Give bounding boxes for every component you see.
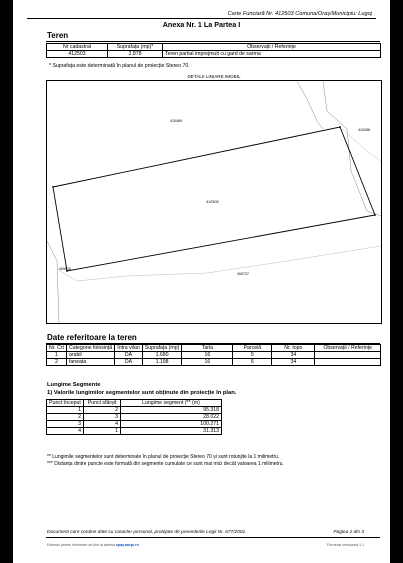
- parcel-vertex-marker: [339, 126, 341, 128]
- teren-table: [46, 43, 381, 58]
- neighbour-boundary-line: [47, 241, 59, 323]
- cell-punct-inceput: 2: [47, 414, 84, 421]
- cell-suprafata: 1.198: [142, 359, 182, 366]
- map-label-north: 410469: [170, 119, 182, 123]
- header-rule: [27, 18, 376, 19]
- col-lungime: Lungime segment (** (m): [121, 400, 222, 407]
- segments-note-2: *** Distanța dintre puncte este formată din segmente cumulate ce sunt mai mici decât valoarea 1 milimetru.: [47, 461, 284, 467]
- cell-nr-topo: 34: [272, 352, 315, 359]
- cell-punct-sfarsit: 2: [84, 407, 121, 414]
- cell-observatii: [315, 352, 381, 359]
- parcel-vertex-marker: [52, 186, 54, 188]
- cell-nr-crt: 1: [47, 352, 67, 359]
- cell-punct-sfarsit: 3: [84, 414, 121, 421]
- col-suprafata: Suprafața (mp)*: [108, 44, 163, 51]
- table-row: [47, 428, 222, 435]
- footer-info: [47, 543, 139, 547]
- table-row: [47, 51, 381, 58]
- cell-suprafata: 1.680: [142, 352, 182, 359]
- footer-info-link[interactable]: epay.ancpi.ro: [115, 543, 139, 547]
- neighbour-boundary-line: [323, 81, 381, 216]
- cell-nr-cadastral: 412503: [47, 51, 108, 58]
- cell-punct-sfarsit: 1: [84, 428, 121, 435]
- parcel-map: [46, 74, 382, 324]
- segments-table: [46, 399, 222, 435]
- cell-categorie: faneata: [66, 359, 114, 366]
- segments-title: Lungime Segmente: [47, 382, 101, 388]
- cell-intravilan: DA: [115, 359, 143, 366]
- cell-categorie: arabil: [66, 352, 114, 359]
- neighbour-boundary-line: [57, 246, 381, 281]
- footer-info-prefix: Extrasul pentru informare on-line la adresa: [47, 543, 115, 547]
- col-observatii: Observații / Referințe: [163, 44, 381, 51]
- col-intravilan: Intra vilan: [115, 345, 143, 352]
- cell-tarla: 16: [182, 352, 233, 359]
- col-suprafata: Suprafața (mp): [142, 345, 182, 352]
- footer-rule: [46, 537, 380, 538]
- parcel-map-drawing: [47, 81, 381, 323]
- table-row: [47, 414, 222, 421]
- cell-lungime: 31.313: [121, 428, 222, 435]
- map-label-bottom: 400737: [237, 272, 249, 276]
- table-row: [47, 421, 222, 428]
- table-header-row: [47, 345, 381, 352]
- neighbour-boundary-line: [342, 129, 381, 161]
- table-header-row: [47, 44, 381, 51]
- parcel-vertex-marker: [374, 214, 376, 216]
- col-categorie: Categorie folosință: [66, 345, 114, 352]
- cell-lungime: 28.022: [121, 414, 222, 421]
- col-nr-topo: Nr. topo: [272, 345, 315, 352]
- map-label-parcel: 412503: [206, 200, 219, 204]
- segments-subtitle: 1) Valorile lungimilor segmentelor sunt obținute din proiecție în plan.: [47, 390, 237, 396]
- annex-title: Anexa Nr. 1 La Partea I: [162, 20, 241, 29]
- cell-nr-topo: 34: [272, 359, 315, 366]
- neighbour-boundary-line: [297, 81, 323, 129]
- cell-intravilan: DA: [115, 352, 143, 359]
- cell-observatii: [315, 359, 381, 366]
- document-header-title: Carte Funciară Nr. 412503 Comuna/Oraș/Municipiu: Lugoj: [227, 11, 372, 17]
- map-label-top-right: 410288: [358, 128, 370, 132]
- teren-section-title: Teren: [47, 31, 69, 40]
- col-nr-crt: Nr. Crt: [47, 345, 67, 352]
- cell-lungime: 95.318: [121, 407, 222, 414]
- map-label-left: 409516: [59, 267, 71, 271]
- cell-punct-sfarsit: 4: [84, 421, 121, 428]
- table-row: [47, 352, 381, 359]
- table-row: [47, 407, 222, 414]
- document-page: [13, 0, 390, 563]
- col-parcela: Parcelă: [233, 345, 272, 352]
- cell-punct-inceput: 3: [47, 421, 84, 428]
- footer-version: Formular versiunea 1.1: [327, 543, 364, 547]
- teren-rule: [46, 41, 380, 42]
- ref-section-title: Date referitoare la teren: [47, 333, 137, 342]
- col-punct-sfarsit: Punct sfârșit: [84, 400, 121, 407]
- teren-note: * Suprafața este determinată în planul de proiecție Stereo 70.: [49, 63, 190, 69]
- cell-punct-inceput: 4: [47, 428, 84, 435]
- cell-parcela: 6: [233, 359, 272, 366]
- map-title: DETALII LINIARE IMOBIL: [187, 74, 241, 79]
- footer-disclaimer: Document care conține date cu caracter personal, protejate de prevederile Legii Nr. 677/2001.: [47, 530, 247, 535]
- col-observatii: Observații / Referințe: [315, 345, 381, 352]
- col-tarla: Tarla: [182, 345, 233, 352]
- segments-note-1: ** Lungimile segmentelor sunt determinate în planul de proiecție Stereo 70 și sunt rotunjite la 1 milimetru.: [47, 454, 280, 460]
- table-header-row: [47, 400, 222, 407]
- cell-nr-crt: 2: [47, 359, 67, 366]
- col-punct-inceput: Punct început: [47, 400, 84, 407]
- cell-parcela: 5: [233, 352, 272, 359]
- ref-table: [46, 344, 381, 366]
- footer-page-number: Pagina 2 din 3: [333, 530, 364, 535]
- col-nr-cadastral: Nr cadastral: [47, 44, 108, 51]
- parcel-boundary: [53, 127, 375, 271]
- cell-punct-inceput: 1: [47, 407, 84, 414]
- table-row: [47, 359, 381, 366]
- cell-suprafata: 2.878: [108, 51, 163, 58]
- cell-lungime: 100.271: [121, 421, 222, 428]
- cell-tarla: 16: [182, 359, 233, 366]
- cell-observatii: Teren partial imprejmuit cu gard de sarma: [163, 51, 381, 58]
